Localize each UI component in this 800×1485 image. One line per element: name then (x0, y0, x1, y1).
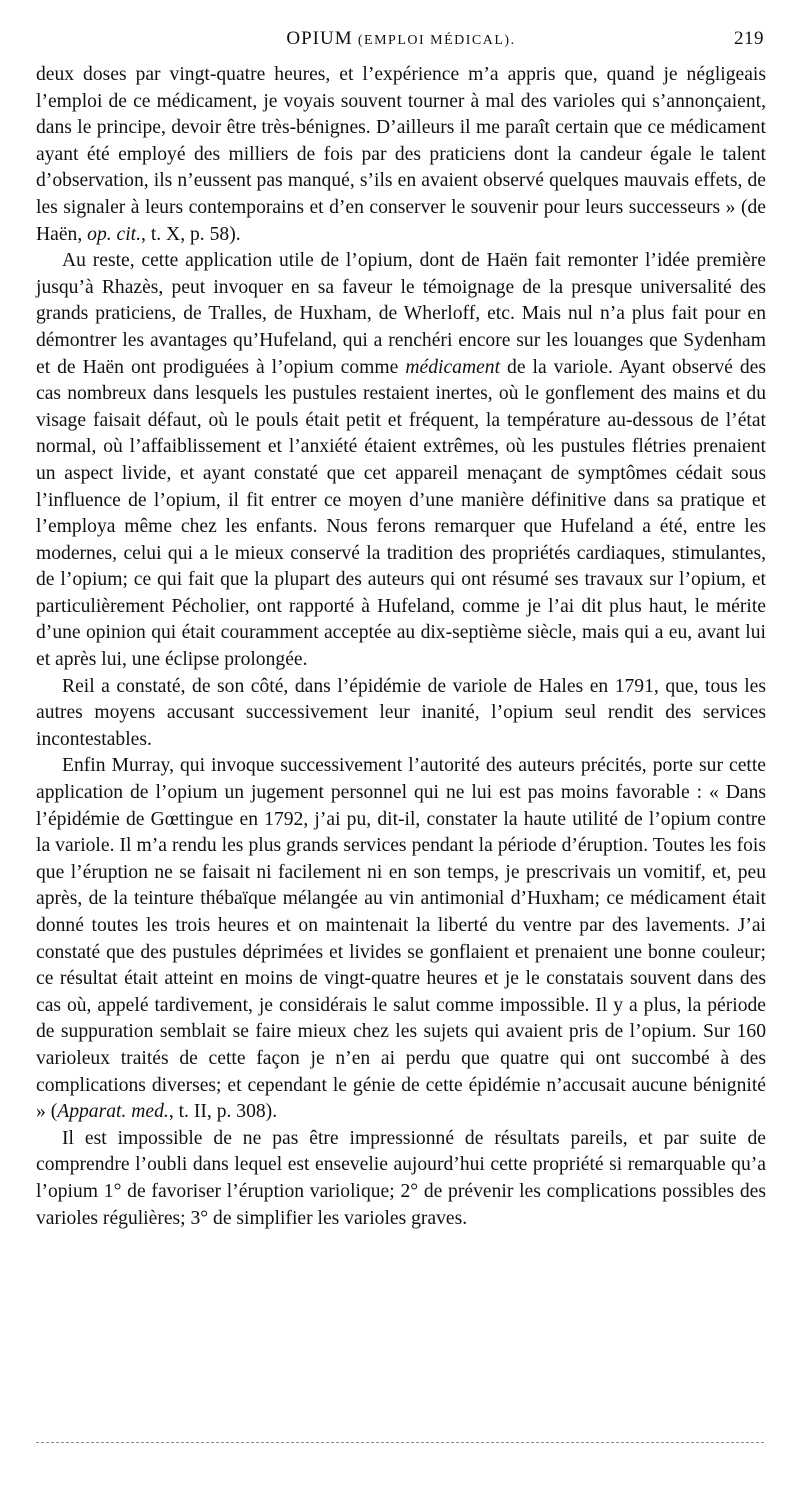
page-number: 219 (734, 28, 764, 49)
running-title-main: OPIUM (286, 28, 353, 49)
italic-text: médicament (405, 356, 501, 378)
running-header (36, 28, 766, 58)
paragraph-text: , t. II, p. 308). (168, 1101, 278, 1123)
paragraph-text: Il est impossible de ne pas être impressionné de résultats pareils, et par suite de comprendre l’oubli dans lequel est ensevelie aujourd’hui cette propriété si remarquable qu’a l’opium 1° de favoriser l’éruption variolique; 2° de prévenir les complications possibles des varioles régulières; 3° de simplifier les varioles graves. (36, 1127, 766, 1229)
footer-rule (36, 1442, 764, 1443)
running-title (36, 28, 766, 50)
paragraph (36, 248, 766, 674)
paragraph-text: de la variole. Ayant observé des cas nombreux dans lesquels les pustules restaient inertes, où le gonflement des mains et du visage faisait défaut, où le pouls était petit et fréquent, la température au-dessous de l’état normal, où l’affaiblissement et l’anxiété étaient extrêmes, où les pustules flétries prenaient un aspect livide, et ayant constaté que cet appareil menaçant de symptômes cédait sous l’influence de l’opium, il fit entrer ce moyen d’une manière définitive dans sa pratique et l’employa même chez les enfants. Nous ferons remarquer que Hufeland a été, entre les modernes, celui qui a le mieux conservé la tradition des propriétés cardiaques, stimulantes, de l’opium; ce qui fait que la plupart des auteurs qui ont résumé ses travaux sur l’opium, et particulièrement Pécholier, ont rapporté à Hufeland, comme je l’ai dit plus haut, le mérite d’une opinion qui était couramment acceptée au dix-septième siècle, mais qui a eu, avant lui et après lui, une éclipse prolongée. (36, 356, 766, 671)
paragraph (36, 674, 766, 754)
paragraph-text: Reil a constaté, de son côté, dans l’épidémie de variole de Hales en 1791, que, tous les autres moyens accusant successivement leur inanité, l’opium seul rendit des services incontestables. (36, 675, 766, 750)
running-title-sub: (EMPLOI MÉDICAL). (357, 33, 516, 48)
book-page (36, 28, 766, 1232)
paragraph (36, 753, 766, 1125)
italic-text: Apparat. med. (57, 1101, 169, 1123)
paragraph (36, 1126, 766, 1232)
paragraph-text: , t. X, p. 58). (141, 223, 241, 245)
body-text (36, 62, 766, 1232)
paragraph (36, 62, 766, 248)
paragraph-text: Au reste, cette application utile de l’opium, dont de Haën fait remonter l’idée première jusqu’à Rhazès, peut invoquer en sa faveur le témoignage de la presque universalité des grands praticiens, de Tralles, de Huxham, de Wherloff, etc. Mais nul n’a plus fait pour en démontrer les avantages qu’Hufeland, qui a renchéri encore sur les louanges que Sydenham et de Haën ont prodiguées à l’opium comme (36, 250, 766, 378)
paragraph-text: Enfin Murray, qui invoque successivement l’autorité des auteurs précités, porte sur cette application de l’opium un jugement personnel qui ne lui est pas moins favorable : « Dans l’épidémie de Gœttingue en 1792, j’ai pu, dit-il, constater la haute utilité de l’opium contre la variole. Il m’a rendu les plus grands services pendant la période d’éruption. Toutes les fois que l’éruption ne se faisait ni facilement ni en son temps, je prescrivais un vomitif, et, peu après, de la teinture thébaïque mélangée au vin antimonial d’Huxham; ce médicament était donné toutes les trois heures et on maintenait la liberté du ventre par des lavements. J’ai constaté que des pustules déprimées et livides se gonflaient et prenaient une bonne couleur; ce résultat était atteint en moins de vingt-quatre heures et je le constatais souvent dans des cas où, appelé tardivement, je considérais le salut comme impossible. Il y a plus, la période de suppuration semblait se faire mieux chez les sujets qui avaient pris de l’opium. Sur 160 varioleux traités de cette façon je n’en ai perdu que quatre qui ont succombé à des complications diverses; et cependant le génie de cette épidémie n’accusait aucune bénignité » ( (36, 755, 766, 1123)
paragraph-text: deux doses par vingt-quatre heures, et l’expérience m’a appris que, quand je négligeais l’emploi de ce médicament, je voyais souvent tourner à mal des varioles qui s’annonçaient, dans le principe, devoir être très-bénignes. D’ailleurs il me paraît certain que ce médicament ayant été employé des milliers de fois par des praticiens dont la candeur égale le talent d’observation, ils n’eussent pas manqué, s’ils en avaient observé quelques mauvais effets, de les signaler à leurs contemporains et d’en conserver le souvenir pour leurs successeurs » (de Haën, (36, 64, 766, 245)
italic-text: op. cit. (87, 223, 142, 245)
